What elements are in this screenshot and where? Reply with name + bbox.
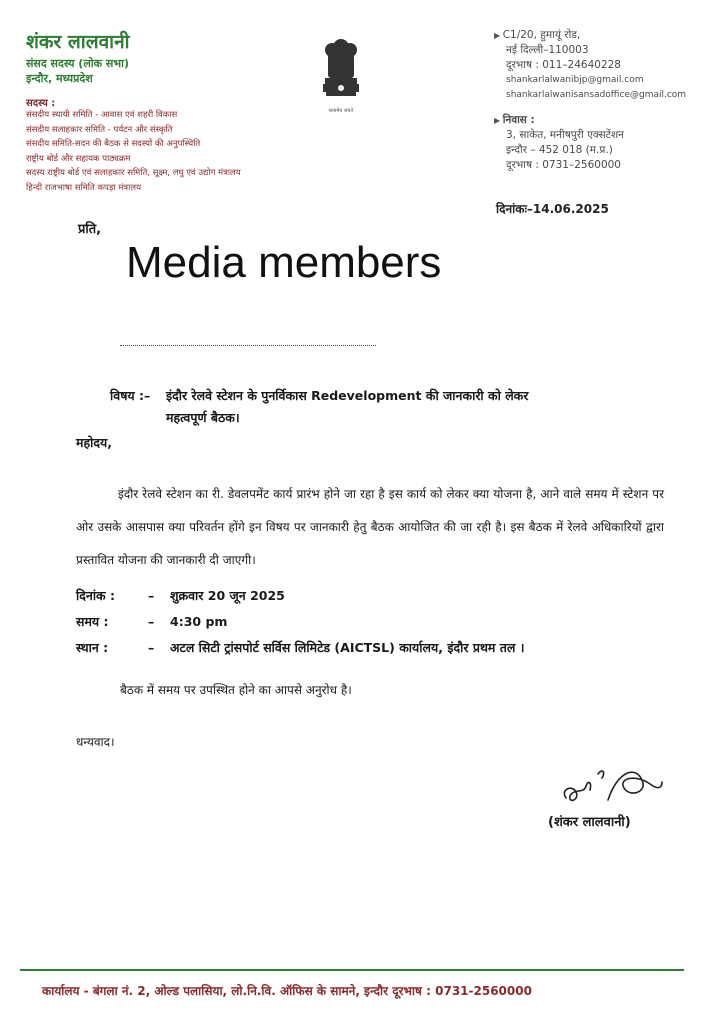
email-line: shankarlalwanisansadoffice@gmail.com xyxy=(506,90,687,100)
salutation: महोदय, xyxy=(76,435,112,450)
body-paragraph xyxy=(76,478,664,577)
residence-label: निवास : xyxy=(502,114,535,126)
detail-dash: – xyxy=(148,640,155,655)
residence-address-line: 3, साकेत, मनीषपुरी एक्सटेंशन xyxy=(506,129,624,141)
subject-label: विषय :– xyxy=(110,388,151,403)
detail-dash: – xyxy=(148,588,155,603)
signature-icon xyxy=(558,760,668,810)
subject-block xyxy=(110,385,630,429)
footer-divider xyxy=(20,969,684,971)
residence-address-line: इन्दौर – 452 018 (म.प्र.) xyxy=(506,144,613,156)
detail-value: शुक्रवार 20 जून 2025 xyxy=(170,588,285,603)
request-line: बैठक में समय पर उपस्थित होने का आपसे अनुरोध है। xyxy=(120,683,352,697)
membership-item: संसदीय स्थायी समिति - आवास एवं शहरी विकास xyxy=(26,110,178,120)
detail-value: 4:30 pm xyxy=(170,614,228,629)
letter-date: दिनांकः–14.06.2025 xyxy=(496,202,609,216)
membership-item: संसदीय सलाहकार समिति - पर्यटन और संस्कृति xyxy=(26,124,173,135)
arrow-icon: ▶ xyxy=(494,116,503,125)
mp-city: इन्दौर, मध्यप्रदेश xyxy=(26,72,93,85)
subject-line: इंदौर रेलवे स्टेशन के पुनर्विकास Redevelopment की जानकारी को लेकर xyxy=(166,388,529,403)
memberships-list xyxy=(26,108,241,195)
detail-dash: – xyxy=(148,614,155,629)
emblem-caption: सत्यमेव जयते xyxy=(328,108,354,114)
detail-row-time xyxy=(76,613,227,630)
detail-key: स्थान : xyxy=(76,640,109,655)
signatory-name: (शंकर लालवानी) xyxy=(548,815,631,830)
detail-row-date xyxy=(76,587,285,604)
membership-item: सदस्य राष्ट्रीय बोर्ड एवं सलाहकार समिति, सूक्ष्म, लघु एवं उद्योग मंत्रालय xyxy=(26,168,241,178)
email-line: shankarlalwanibjp@gmail.com xyxy=(506,75,644,85)
subject-line: महत्वपूर्ण बैठक। xyxy=(166,410,240,425)
detail-key: दिनांक : xyxy=(76,588,116,603)
to-label: प्रति, xyxy=(78,222,102,237)
mp-title: संसद सदस्य (लोक सभा) xyxy=(26,57,129,70)
office-address-line: C1/20, हुमायूं रोड, xyxy=(502,29,581,41)
membership-item: हिन्दी राजभाषा समिति कपड़ा मंत्रालय xyxy=(26,182,141,193)
detail-value: अटल सिटी ट्रांसपोर्ट सर्विस लिमिटेड (AICTSL) कार्यालय, इंदौर प्रथम तल । xyxy=(170,640,525,655)
residence-phone: दूरभाष : 0731–2560000 xyxy=(506,159,621,171)
mp-title-block xyxy=(26,56,129,86)
detail-row-venue xyxy=(76,639,524,656)
detail-key: समय : xyxy=(76,614,109,629)
thanks: धन्यवाद। xyxy=(76,735,115,749)
mp-name: शंकर लालवानी xyxy=(26,31,130,53)
membership-item: संसदीय समिति-सदन की बैठक से सदस्यों की अनुपस्थिति xyxy=(26,139,201,149)
arrow-icon: ▶ xyxy=(494,31,503,40)
footer-address: कार्यालय - बंगला नं. 2, ओल्ड पलासिया, लो.नि.वि. ऑफिस के सामने, इन्दौर दूरभाष : 0731-2560000 xyxy=(42,984,532,998)
dotted-divider xyxy=(120,345,376,346)
membership-item: राष्ट्रीय बोर्ड और सहायक पाठ्यक्रम xyxy=(26,153,131,164)
body-text: इंदौर रेलवे स्टेशन का री. डेवलपमेंट कार्य प्रारंभ होने जा रहा है इस कार्य को लेकर क्या योजना है, आने वाले समय में स्टेशन पर ओर उसके आसपास क्या परिवर्तन होंगे इन विषय पर जानकारी हेतु बैठक आयोजित की जा रही है। इस बैठक में रेलवे अधिकारियों द्वारा प्रस्तावित योजना की जानकारी दी जाएगी। xyxy=(76,487,664,567)
contact-block xyxy=(494,28,686,173)
memberships-label: सदस्य : xyxy=(26,98,56,109)
office-phone: दूरभाष : 011–24640228 xyxy=(506,59,621,71)
national-emblem-icon xyxy=(316,36,366,118)
recipient: Media members xyxy=(126,238,442,287)
office-address-line: नई दिल्ली–110003 xyxy=(506,44,589,56)
